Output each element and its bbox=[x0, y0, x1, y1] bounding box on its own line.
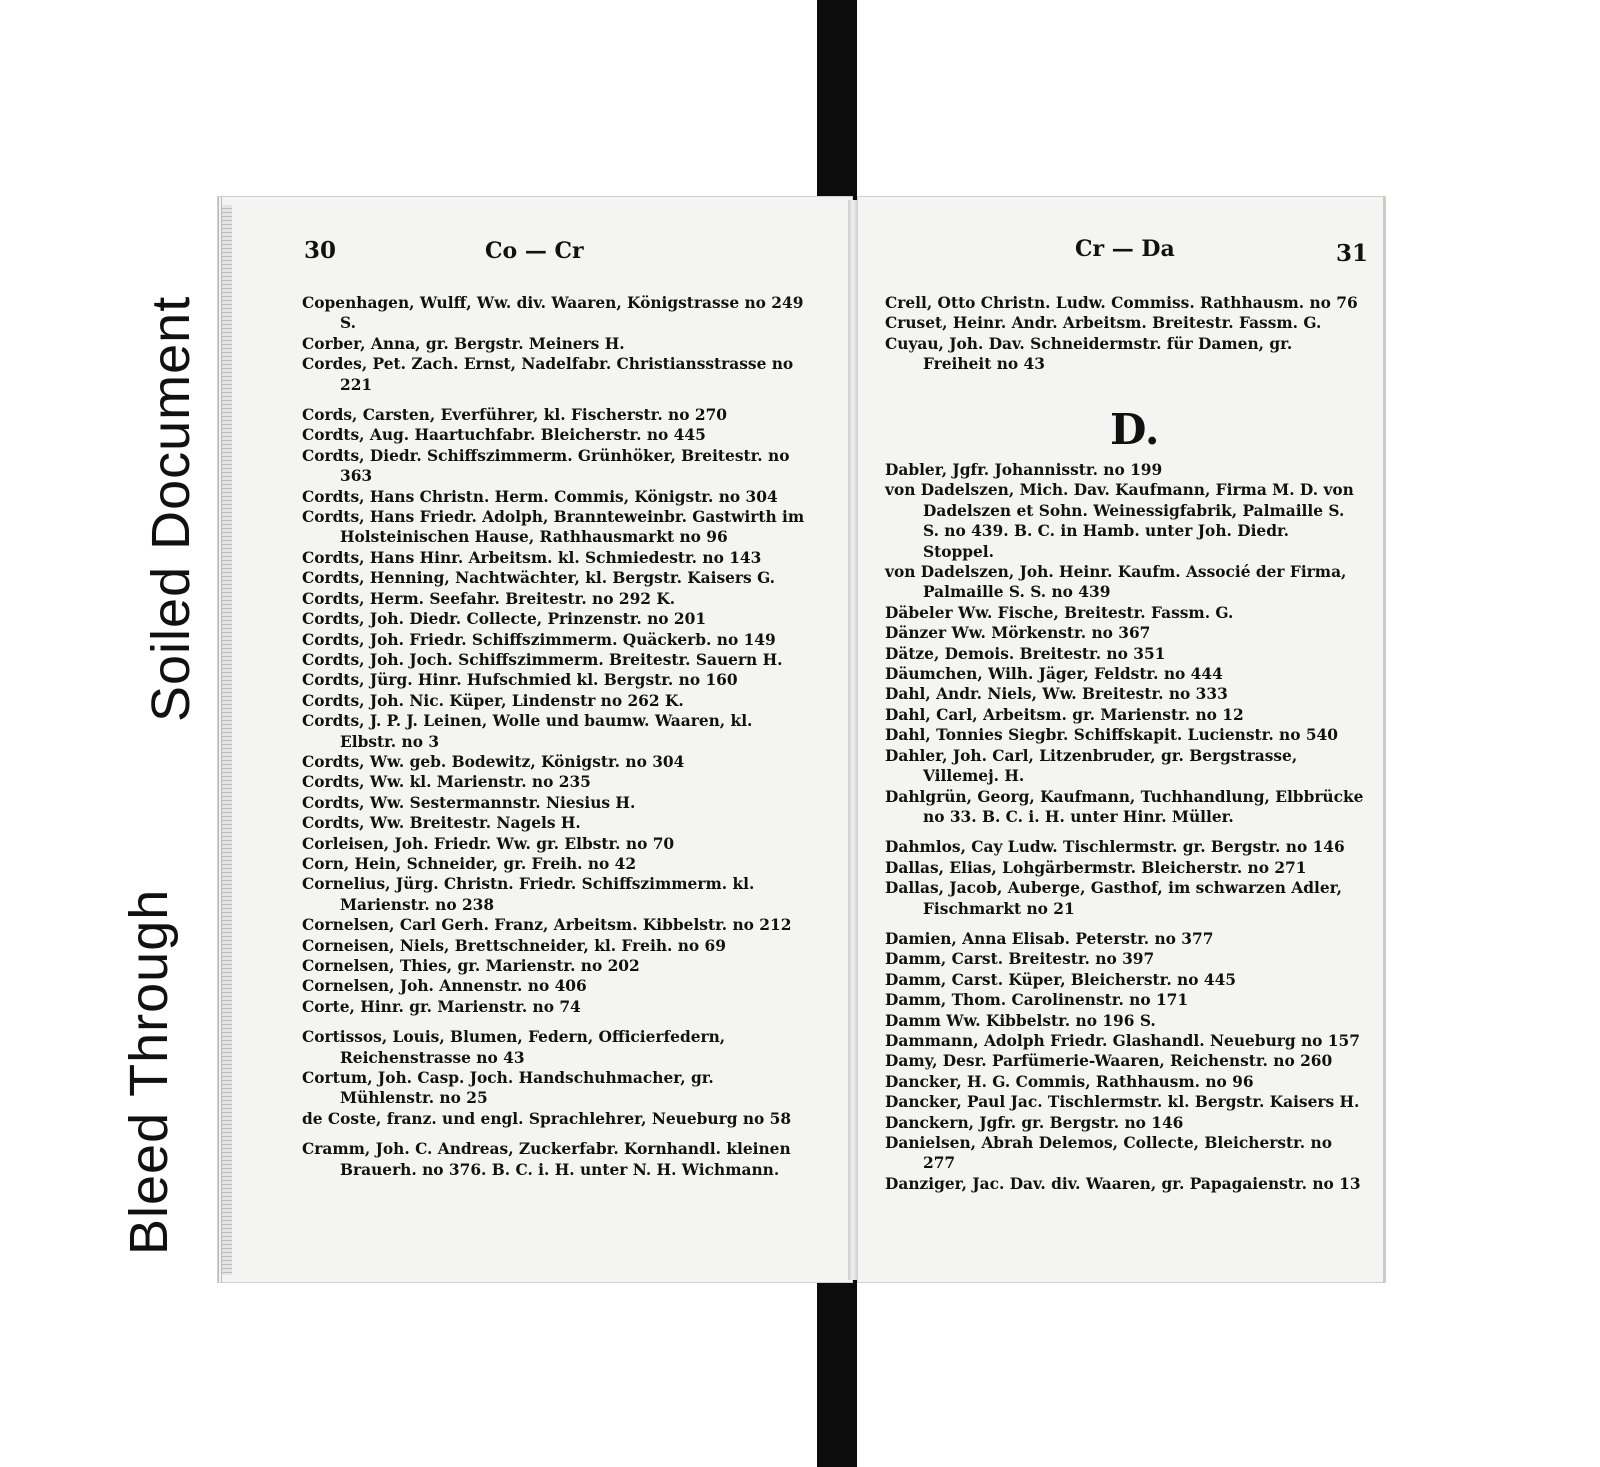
directory-entry: Damm Ww. Kibbelstr. no 196 S. bbox=[885, 1011, 1156, 1030]
directory-entry: Dahmlos, Cay Ludw. Tischlermstr. gr. Bergstr. no 146 bbox=[885, 838, 1345, 857]
directory-entry: Cords, Carsten, Everführer, kl. Fischerstr. no 270 bbox=[302, 406, 727, 425]
directory-entry: Cordts, Hans Christn. Herm. Commis, Königstr. no 304 bbox=[302, 487, 778, 506]
directory-entry: Crell, Otto Christn. Ludw. Commiss. Rathhausm. no 76 bbox=[885, 294, 1358, 312]
directory-entry: Cordts, Joh. Friedr. Schiffszimmerm. Quäckerb. no 149 bbox=[302, 630, 776, 649]
directory-entry: Cordts, Hans Hinr. Arbeitsm. kl. Schmiedestr. no 143 bbox=[302, 548, 762, 567]
directory-entry: Dallas, Elias, Lohgärbermstr. Bleicherstr. no 271 bbox=[885, 858, 1307, 877]
directory-entry: Dallas, Jacob, Auberge, Gasthof, im schwarzen Adler, Fischmarkt no 21 bbox=[885, 879, 1342, 918]
directory-entry: Cortissos, Louis, Blumen, Federn, Officierfedern, Reichenstrasse no 43 bbox=[302, 1028, 726, 1067]
directory-entry: von Dadelszen, Mich. Dav. Kaufmann, Firma M. D. von Dadelszen et Sohn. Weinessigfabrik, Palmaille S. S. no 439. B. C. in Hamb. unter Joh. Diedr. Stoppel. bbox=[885, 481, 1354, 561]
directory-entry: Cruset, Heinr. Andr. Arbeitsm. Breitestr. Fassm. G. bbox=[885, 314, 1322, 333]
directory-entry: Cornelius, Jürg. Christn. Friedr. Schiffszimmerm. kl. Marienstr. no 238 bbox=[302, 875, 755, 914]
directory-entry: Cordts, Ww. kl. Marienstr. no 235 bbox=[302, 773, 591, 792]
directory-entry: Copenhagen, Wulff, Ww. div. Waaren, Königstrasse no 249 S. bbox=[302, 294, 804, 333]
directory-entry: Dahl, Carl, Arbeitsm. gr. Marienstr. no 12 bbox=[885, 705, 1244, 724]
soiled-document-stamp: Soiled Document bbox=[141, 295, 201, 722]
directory-entry: Dahlgrün, Georg, Kaufmann, Tuchhandlung, Elbbrücke no 33. B. C. i. H. unter Hinr. Müller. bbox=[885, 787, 1364, 826]
directory-entry: Damm, Carst. Küper, Bleicherstr. no 445 bbox=[885, 970, 1236, 989]
right-page-header: Cr — Da bbox=[1075, 236, 1175, 262]
directory-entry: Cordts, Joh. Nic. Küper, Lindenstr no 262 K. bbox=[302, 691, 684, 710]
left-page-header: Co — Cr bbox=[485, 238, 584, 264]
directory-entry: Cordes, Pet. Zach. Ernst, Nadelfabr. Christiansstrasse no 221 bbox=[302, 355, 794, 394]
directory-entry: Corleisen, Joh. Friedr. Ww. gr. Elbstr. no 70 bbox=[302, 834, 675, 853]
directory-entry: Dabler, Jgfr. Johannisstr. no 199 bbox=[885, 461, 1163, 479]
directory-entry: Damm, Thom. Carolinenstr. no 171 bbox=[885, 991, 1189, 1010]
directory-entry: Damy, Desr. Parfümerie-Waaren, Reichenstr. no 260 bbox=[885, 1052, 1333, 1071]
bleed-through-stamp: Bleed Through bbox=[119, 888, 179, 1255]
directory-entry: Cuyau, Joh. Dav. Schneidermstr. für Damen, gr. Freiheit no 43 bbox=[885, 334, 1293, 374]
directory-entry: Cornelsen, Carl Gerh. Franz, Arbeitsm. Kibbelstr. no 212 bbox=[302, 916, 792, 935]
right-entry-list-top bbox=[885, 293, 1365, 375]
left-entry-list bbox=[302, 293, 812, 1180]
section-letter: D. bbox=[1110, 405, 1160, 454]
left-page-number: 30 bbox=[304, 237, 337, 264]
directory-entry: Däumchen, Wilh. Jäger, Feldstr. no 444 bbox=[885, 665, 1223, 684]
directory-entry: von Dadelszen, Joh. Heinr. Kaufm. Associé der Firma, Palmaille S. S. no 439 bbox=[885, 563, 1347, 602]
directory-entry: Dammann, Adolph Friedr. Glashandl. Neueburg no 157 bbox=[885, 1031, 1360, 1050]
directory-entry: Danckern, Jgfr. gr. Bergstr. no 146 bbox=[885, 1113, 1184, 1132]
directory-entry: Cortum, Joh. Casp. Joch. Handschuhmacher, gr. Mühlenstr. no 25 bbox=[302, 1069, 714, 1108]
directory-entry: Cordts, Ww. Breitestr. Nagels H. bbox=[302, 814, 581, 833]
directory-entry: Cordts, Herm. Seefahr. Breitestr. no 292 K. bbox=[302, 589, 676, 608]
directory-entry: Cordts, Henning, Nachtwächter, kl. Bergstr. Kaisers G. bbox=[302, 569, 776, 588]
directory-entry: Dätze, Demois. Breitestr. no 351 bbox=[885, 644, 1166, 663]
directory-entry: Dancker, H. G. Commis, Rathhausm. no 96 bbox=[885, 1072, 1254, 1091]
directory-entry: Dancker, Paul Jac. Tischlermstr. kl. Bergstr. Kaisers H. bbox=[885, 1093, 1360, 1112]
directory-entry: Corte, Hinr. gr. Marienstr. no 74 bbox=[302, 997, 581, 1016]
right-entry-list-main bbox=[885, 460, 1365, 1194]
directory-entry: Cordts, Ww. geb. Bodewitz, Königstr. no 304 bbox=[302, 752, 685, 771]
right-page-number: 31 bbox=[1336, 240, 1369, 267]
directory-entry: Danielsen, Abrah Delemos, Collecte, Bleicherstr. no 277 bbox=[885, 1134, 1332, 1173]
directory-entry: Cordts, Joh. Diedr. Collecte, Prinzenstr. no 201 bbox=[302, 610, 707, 629]
directory-entry: Däbeler Ww. Fische, Breitestr. Fassm. G. bbox=[885, 603, 1234, 622]
directory-entry: Cornelsen, Thies, gr. Marienstr. no 202 bbox=[302, 957, 640, 975]
directory-entry: Cordts, Joh. Joch. Schiffszimmerm. Breitestr. Sauern H. bbox=[302, 650, 783, 669]
directory-entry: Cordts, Hans Friedr. Adolph, Brannteweinbr. Gastwirth im Holsteinischen Hause, Rathhausmarkt no 96 bbox=[302, 508, 805, 547]
directory-entry: Corneisen, Niels, Brettschneider, kl. Freih. no 69 bbox=[302, 936, 726, 955]
directory-entry: Cordts, Diedr. Schiffszimmerm. Grünhöker, Breitestr. no 363 bbox=[302, 446, 790, 486]
book-gutter bbox=[848, 200, 858, 1280]
directory-entry: Cordts, Jürg. Hinr. Hufschmied kl. Bergstr. no 160 bbox=[302, 671, 738, 690]
directory-entry: Corn, Hein, Schneider, gr. Freih. no 42 bbox=[302, 854, 637, 873]
directory-entry: de Coste, franz. und engl. Sprachlehrer, Neueburg no 58 bbox=[302, 1109, 792, 1128]
directory-entry: Cordts, J. P. J. Leinen, Wolle und baumw. Waaren, kl. Elbstr. no 3 bbox=[302, 712, 753, 751]
spine-bar-top bbox=[817, 0, 857, 207]
directory-entry: Cordts, Aug. Haartuchfabr. Bleicherstr. no 445 bbox=[302, 426, 706, 445]
directory-entry: Damien, Anna Elisab. Peterstr. no 377 bbox=[885, 929, 1214, 948]
directory-entry: Corber, Anna, gr. Bergstr. Meiners H. bbox=[302, 334, 625, 353]
spine-bar-bottom bbox=[817, 1278, 857, 1467]
directory-entry: Cramm, Joh. C. Andreas, Zuckerfabr. Kornhandl. kleinen Brauerh. no 376. B. C. i. H. unter N. H. Wichmann. bbox=[302, 1140, 791, 1179]
directory-entry: Cornelsen, Joh. Annenstr. no 406 bbox=[302, 977, 587, 996]
directory-entry: Dahl, Andr. Niels, Ww. Breitestr. no 333 bbox=[885, 685, 1228, 704]
directory-entry: Dahler, Joh. Carl, Litzenbruder, gr. Bergstrasse, Villemej. H. bbox=[885, 746, 1298, 786]
directory-entry: Dahl, Tonnies Siegbr. Schiffskapit. Lucienstr. no 540 bbox=[885, 726, 1338, 745]
directory-entry: Damm, Carst. Breitestr. no 397 bbox=[885, 950, 1155, 969]
directory-entry: Dänzer Ww. Mörkenstr. no 367 bbox=[885, 624, 1151, 643]
directory-entry: Danziger, Jac. Dav. div. Waaren, gr. Papagaienstr. no 13 bbox=[885, 1174, 1361, 1193]
page-edge bbox=[222, 205, 232, 1275]
directory-entry: Cordts, Ww. Sestermannstr. Niesius H. bbox=[302, 793, 636, 812]
